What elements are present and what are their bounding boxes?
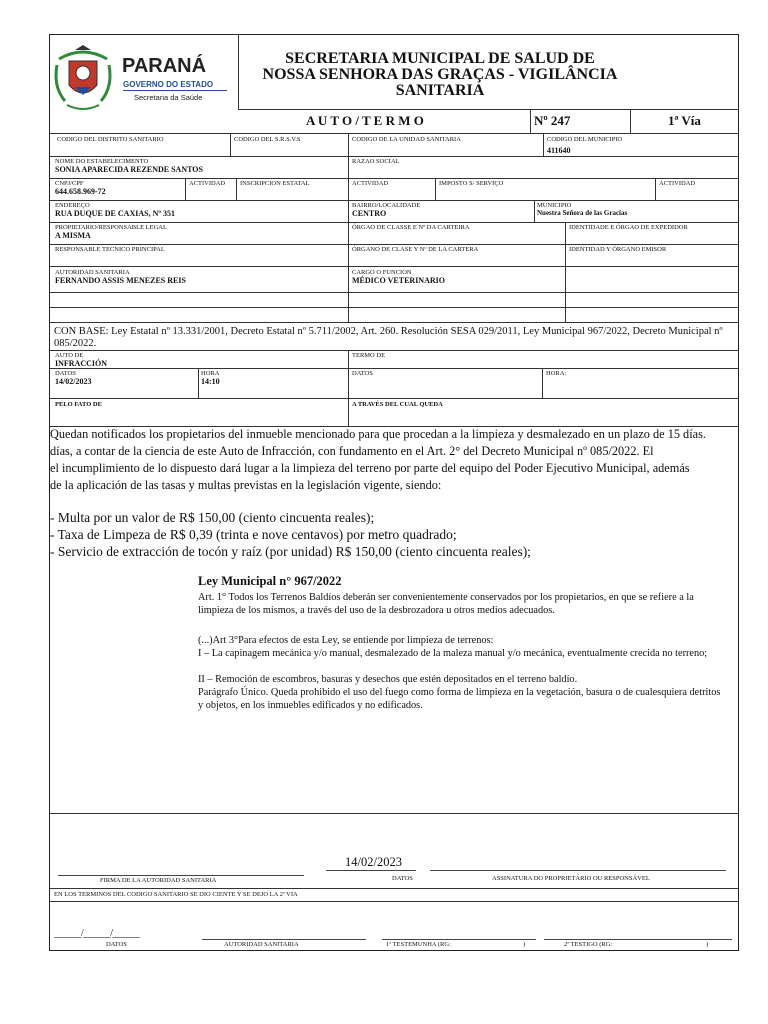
datos2-label: DATOS xyxy=(352,370,373,377)
law-title: Ley Municipal n° 967/2022 xyxy=(198,574,342,588)
endereco-value: RUA DUQUE DE CAXIAS, Nº 351 xyxy=(55,209,175,218)
actividad3-label: ACTIVIDAD xyxy=(659,180,696,187)
body-line-3: el incumplimiento de lo dispuesto dará lugar a la limpieza del terreno por parte del equipo del Poder Ejecutivo Municipal, además xyxy=(50,461,690,475)
logo-name: PARANÁ xyxy=(122,55,207,77)
datos-label: DATOS xyxy=(55,370,76,377)
body-line-4: de la aplicación de las tasas y multas previstas en la legislación vigente, siendo: xyxy=(50,478,442,492)
law-art1: Art. 1° Todos los Terrenos Baldíos deberán ser convenientemente conservados por los propietarios, en que se refiere a la limpieza de los mismos, a través del uso de la desbrozadora u otros medios adecuados. xyxy=(198,592,694,616)
codigo-srsvs-label: CODIGO DEL S.R.S.V.S xyxy=(234,136,301,143)
municipio-label: MUNICIPIO xyxy=(537,202,572,209)
via-label: 1ª Vía xyxy=(668,113,701,128)
actividad-label: ACTIVIDAD xyxy=(189,180,226,187)
nome-estab-label: NOME DO ESTABELECIMENTO xyxy=(55,158,149,165)
cargo-label: CARGO O FUNCION xyxy=(352,269,412,276)
a-traves-label: A TRAVÉS DEL CUAL QUEDA xyxy=(352,401,443,408)
cnpj-label: CNPJ/CPF xyxy=(55,180,84,187)
firma-autoridad-label: FIRMA DE LA AUTORIDAD SANITARIA xyxy=(100,877,217,884)
cnpj-value: 644.658.969-72 xyxy=(55,187,106,196)
auto-de-label: AUTO DE xyxy=(55,352,84,359)
municipio-value: Nuestra Señora de las Gracias xyxy=(537,209,628,217)
testemunha-close: ) xyxy=(523,941,526,948)
law-art3: (...)Art 3°Para efectos de esta Ley, se entiende por limpieza de terrenos: xyxy=(198,635,494,646)
testigo-label: 2ª TESTIGO (RG: xyxy=(564,941,613,948)
codigo-distrito-label: CODIGO DEL DISTRITO SANITARIO xyxy=(57,136,164,143)
list-item-taxa: - Taxa de Limpeza de R$ 0,39 (trinta e nove centavos) por metro quadrado; xyxy=(50,527,457,542)
form-number: Nº 247 xyxy=(534,113,571,128)
bairro-label: BAIRRO/LOCALIDADE xyxy=(352,202,421,209)
codigo-municipio-value: 411640 xyxy=(547,146,571,155)
law-item-i: I – La capinagem mecánica y/o manual, desmalezado de la maleza manual y/o mecánica, eventualmente crecida no terreno; xyxy=(198,648,708,659)
codigo-municipio-label: CODIGO DEL MUNICIPIO xyxy=(547,136,623,143)
codigo-unidad-label: CODIGO DE LA UNIDAD SANITARIA xyxy=(352,136,461,143)
testigo-close: ) xyxy=(706,941,709,948)
logo-gov: GOVERNO DO ESTADO xyxy=(123,80,214,89)
nome-estab-value: SONIA APARECIDA REZENDE SANTOS xyxy=(55,165,203,174)
datos-bottom-label: DATOS xyxy=(106,941,127,948)
terminos-label: EN LOS TERMINOS DEL CODIGO SANITARIO SE DIO CIENTE Y SE DEJO LA 2ª VIA xyxy=(54,891,298,898)
propietario-label: PROPIETARIO/RESPONSABLE LEGAL xyxy=(55,224,167,231)
inscripcion-label: INSCRIPCION ESTATAL xyxy=(240,180,310,187)
page-title: SECRETARIA MUNICIPAL DE SALUD DE NOSSA SENHORA DAS GRAÇAS - VIGILÂNCIA SANITARIA xyxy=(262,50,618,99)
parana-coat-of-arms-icon xyxy=(53,43,113,113)
orgao-classe-label: ÓRGAO DE CLASSE E Nº DA CARTEIRA xyxy=(352,224,470,231)
identidade-label: IDENTIDADE E ÓRGAO DE EXPEDIDOR xyxy=(569,224,688,231)
cargo-value: MÉDICO VETERINARIO xyxy=(352,276,445,285)
razao-social-label: RAZAO SOCIAL xyxy=(352,158,400,165)
imposto-label: IMPOSTO S/ SERVIÇO xyxy=(439,180,504,187)
autoridad-bottom-label: AUTORIDAD SANITARIA xyxy=(224,941,299,948)
assinatura-label: ASSINATURA DO PROPRIETÁRIO OU RESPONSÁVEL xyxy=(492,875,650,882)
testemunha-label: 1ª TESTEMUNHA (RG: xyxy=(386,941,451,948)
autoridad-label: AUTORIDAD SANITARIA xyxy=(55,269,130,276)
responsable-tecnico-label: RESPONSABLE TECNICO PRINCIPAL xyxy=(55,246,165,253)
body-line-1: Quedan notificados los propietarios del inmueble mencionado para que procedan a la limpieza y desmalezado en un plazo de 15 días. xyxy=(50,427,706,441)
bairro-value: CENTRO xyxy=(352,209,387,218)
hora-label: HORA xyxy=(201,370,220,377)
hora-value: 14:10 xyxy=(201,377,220,386)
datos-value: 14/02/2023 xyxy=(55,377,92,386)
hora2-label: HORA: xyxy=(546,370,567,377)
auto-de-value: INFRACCIÓN xyxy=(55,359,107,368)
body-line-2: días, a contar de la ciencia de este Auto de Infracción, con fundamento en el Art. 2° del Decreto Municipal nº 085/2022. El xyxy=(50,444,654,458)
organo-clase-label: ÓRGANO DE CLASE Y Nº DE LA CARTERA xyxy=(352,246,479,253)
list-item-multa: - Multa por un valor de R$ 150,00 (ciento cincuenta reales); xyxy=(50,510,375,525)
signature-date: 14/02/2023 xyxy=(345,855,402,869)
list-item-servicio: - Servicio de extracción de tocón y raíz (por unidad) R$ 150,00 (ciento cincuenta reales); xyxy=(50,544,531,559)
autoridad-value: FERNANDO ASSIS MENEZES REIS xyxy=(55,276,186,285)
con-base-text: CON BASE: Ley Estatal nº 13.331/2001, Decreto Estatal nº 5.711/2002, Art. 260. Resolución SESA 029/2011, Ley Municipal 967/2022, Decreto Municipal nº 085/2022. xyxy=(54,326,723,349)
auto-termo-form xyxy=(49,34,739,951)
endereco-label: ENDEREÇO xyxy=(55,202,90,209)
law-item-ii: II – Remoción de escombros, basuras y desechos que estén depositados en el terreno baldío. xyxy=(198,674,578,685)
propietario-value: A MISMA xyxy=(55,231,91,240)
datos-sign-label: DATOS xyxy=(392,875,413,882)
termo-de-label: TERMO DE xyxy=(352,352,386,359)
actividad2-label: ACTIVIDAD xyxy=(352,180,389,187)
auto-termo-heading: A U T O / T E R M O xyxy=(306,113,424,128)
pelo-fato-label: PELO FATO DE xyxy=(55,401,102,408)
identidad-organo-label: IDENTIDAD Y ÓRGANO EMISOR xyxy=(569,246,667,253)
date-blank: ______/______/______ xyxy=(54,928,140,939)
law-paragrafo: Parágrafo Único. Queda prohibido el uso del fuego como forma de limpieza en la vegetación, basura o de cualesquiera detritos y objetos, en los inmuebles edificados y no edificados. xyxy=(198,687,721,711)
logo-dept: Secretaria da Saúde xyxy=(134,93,203,102)
